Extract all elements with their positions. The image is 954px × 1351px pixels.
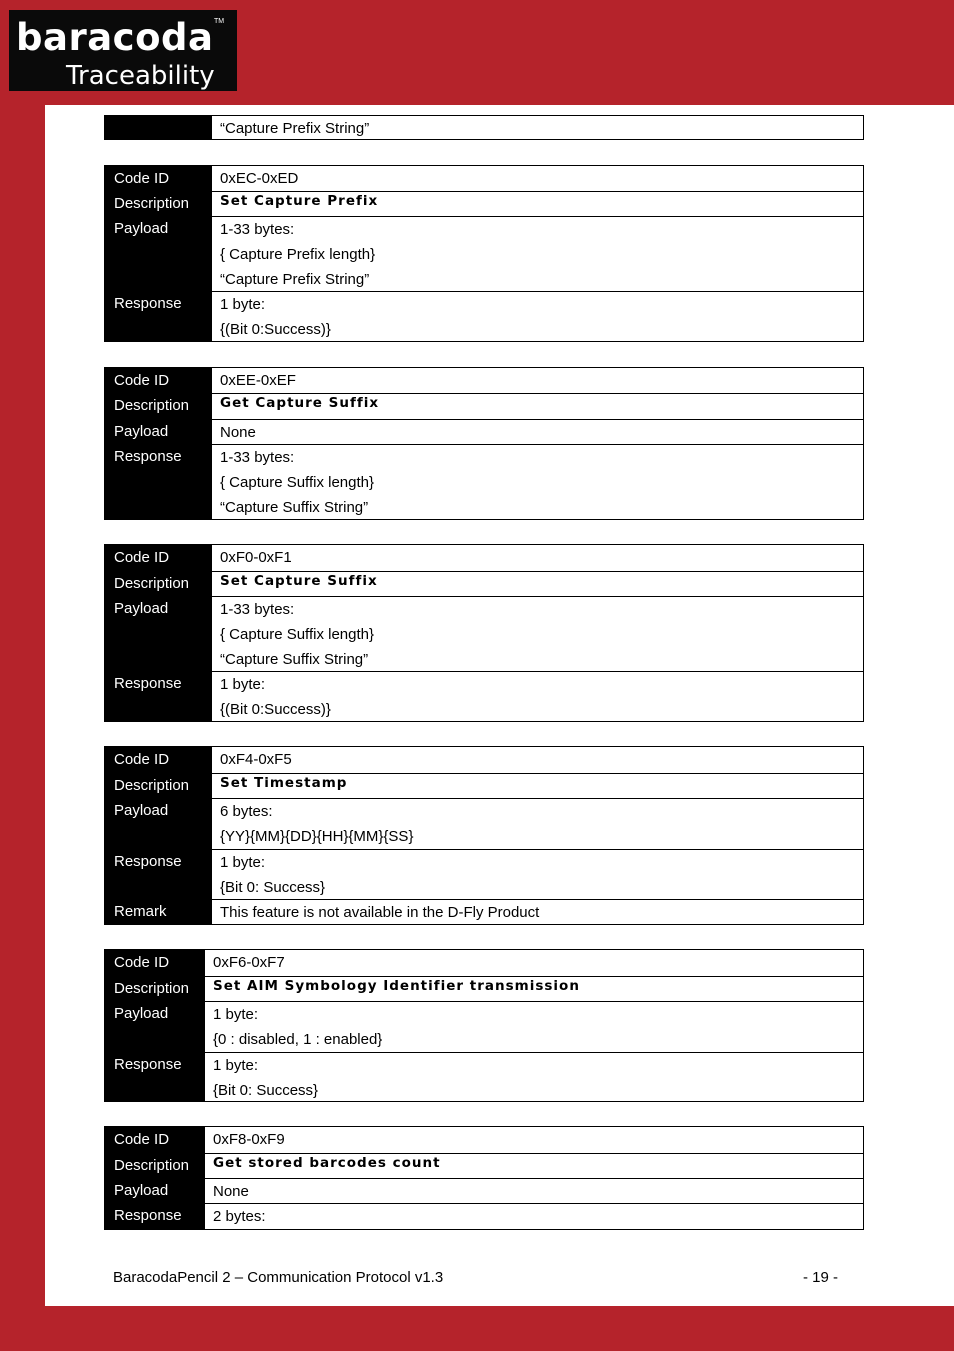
command-table <box>104 746 864 925</box>
logo-wordmark: baracoda <box>16 16 214 59</box>
row-label: Response <box>114 675 182 692</box>
value-line: None <box>213 1183 249 1200</box>
label-column <box>105 950 205 1101</box>
command-table <box>104 115 864 140</box>
command-table <box>104 1126 864 1230</box>
row-label: Response <box>114 295 182 312</box>
value-line: { Capture Prefix length} <box>220 246 376 263</box>
value-line: None <box>220 424 256 441</box>
value-line: {Bit 0: Success} <box>220 879 326 896</box>
label-column <box>105 747 212 924</box>
logo-tagline: Traceability <box>66 61 215 91</box>
command-table <box>104 544 864 722</box>
row-label: Response <box>114 1207 182 1224</box>
value-line: This feature is not available in the D-Fly Product <box>220 904 540 921</box>
row-value <box>212 216 863 291</box>
row-value <box>212 166 863 191</box>
value-line: “Capture Prefix String” <box>220 271 370 288</box>
row-value <box>205 1001 863 1052</box>
value-line: {0 : disabled, 1 : enabled} <box>213 1031 383 1048</box>
row-label: Response <box>114 448 182 465</box>
label-column <box>105 1127 205 1229</box>
label-column <box>105 545 212 721</box>
row-value <box>212 291 863 341</box>
row-value <box>212 116 863 140</box>
footer-page-number: - 19 - <box>803 1269 839 1286</box>
value-line: 6 bytes: <box>220 803 273 820</box>
row-label: Remark <box>114 903 167 920</box>
value-line: 0xF4-0xF5 <box>220 751 292 768</box>
command-description: Get Capture Suffix <box>220 395 380 411</box>
row-value <box>212 393 863 419</box>
row-value <box>212 849 863 899</box>
value-line: {(Bit 0:Success)} <box>220 321 331 338</box>
value-line: { Capture Suffix length} <box>220 626 374 643</box>
value-line: 0xEE-0xEF <box>220 372 296 389</box>
row-label: Response <box>114 853 182 870</box>
row-label: Code ID <box>114 1131 170 1148</box>
row-value <box>212 571 863 596</box>
command-description: Get stored barcodes count <box>213 1155 441 1171</box>
value-line: “Capture Suffix String” <box>220 499 369 516</box>
row-label: Code ID <box>114 751 170 768</box>
row-label: Description <box>114 575 190 592</box>
row-label: Response <box>114 1056 182 1073</box>
value-line: {(Bit 0:Success)} <box>220 701 331 718</box>
row-value <box>205 1153 863 1178</box>
row-value <box>205 1203 863 1229</box>
row-label: Payload <box>114 423 169 440</box>
value-line: 2 bytes: <box>213 1208 266 1225</box>
value-line: “Capture Prefix String” <box>220 120 370 137</box>
footer-document-title: BaracodaPencil 2 – Communication Protocol v1.3 <box>113 1269 444 1286</box>
row-value <box>205 1052 863 1101</box>
row-label: Code ID <box>114 372 170 389</box>
command-table <box>104 165 864 342</box>
row-value <box>212 747 863 773</box>
row-label: Description <box>114 980 190 997</box>
row-value <box>212 191 863 216</box>
value-line: 0xF6-0xF7 <box>213 954 285 971</box>
row-value <box>212 773 863 798</box>
value-line: 1 byte: <box>220 296 266 313</box>
value-line: 1-33 bytes: <box>220 601 295 618</box>
value-line: 1 byte: <box>213 1057 259 1074</box>
row-label: Payload <box>114 220 169 237</box>
row-label: Payload <box>114 1182 169 1199</box>
command-description: Set Timestamp <box>220 775 348 791</box>
command-table <box>104 367 864 520</box>
command-table <box>104 949 864 1102</box>
row-value <box>205 976 863 1001</box>
value-line: 0xEC-0xED <box>220 170 299 187</box>
row-label: Payload <box>114 802 169 819</box>
row-label: Code ID <box>114 549 170 566</box>
row-value <box>212 444 863 519</box>
value-line: 1-33 bytes: <box>220 449 295 466</box>
baracoda-traceability-logo <box>9 10 237 91</box>
row-value <box>212 899 863 924</box>
value-line: 0xF8-0xF9 <box>213 1131 285 1148</box>
row-label: Payload <box>114 600 169 617</box>
value-line: 1-33 bytes: <box>220 221 295 238</box>
row-value <box>212 671 863 721</box>
row-label: Code ID <box>114 170 170 187</box>
row-label: Description <box>114 397 190 414</box>
label-column <box>105 116 212 139</box>
command-description: Set Capture Suffix <box>220 573 378 589</box>
row-label: Description <box>114 1157 190 1174</box>
row-value <box>205 950 863 976</box>
logo-trademark: TM <box>214 18 225 25</box>
row-label: Description <box>114 777 190 794</box>
row-value <box>212 419 863 444</box>
value-line: 1 byte: <box>220 854 266 871</box>
row-label: Code ID <box>114 954 170 971</box>
value-line: 1 byte: <box>220 676 266 693</box>
row-value <box>212 368 863 393</box>
row-label: Description <box>114 195 190 212</box>
row-value <box>212 798 863 849</box>
label-column <box>105 368 212 519</box>
value-line: {Bit 0: Success} <box>213 1082 319 1099</box>
value-line: {YY}{MM}{DD}{HH}{MM}{SS} <box>220 828 414 845</box>
command-description: Set Capture Prefix <box>220 193 379 209</box>
row-value <box>205 1127 863 1153</box>
value-line: 0xF0-0xF1 <box>220 549 292 566</box>
row-label: Payload <box>114 1005 169 1022</box>
row-value <box>212 596 863 671</box>
value-line: “Capture Suffix String” <box>220 651 369 668</box>
row-value <box>205 1178 863 1203</box>
label-column <box>105 166 212 341</box>
value-line: 1 byte: <box>213 1006 259 1023</box>
row-value <box>212 545 863 571</box>
value-line: { Capture Suffix length} <box>220 474 374 491</box>
command-description: Set AIM Symbology Identifier transmission <box>213 978 580 994</box>
